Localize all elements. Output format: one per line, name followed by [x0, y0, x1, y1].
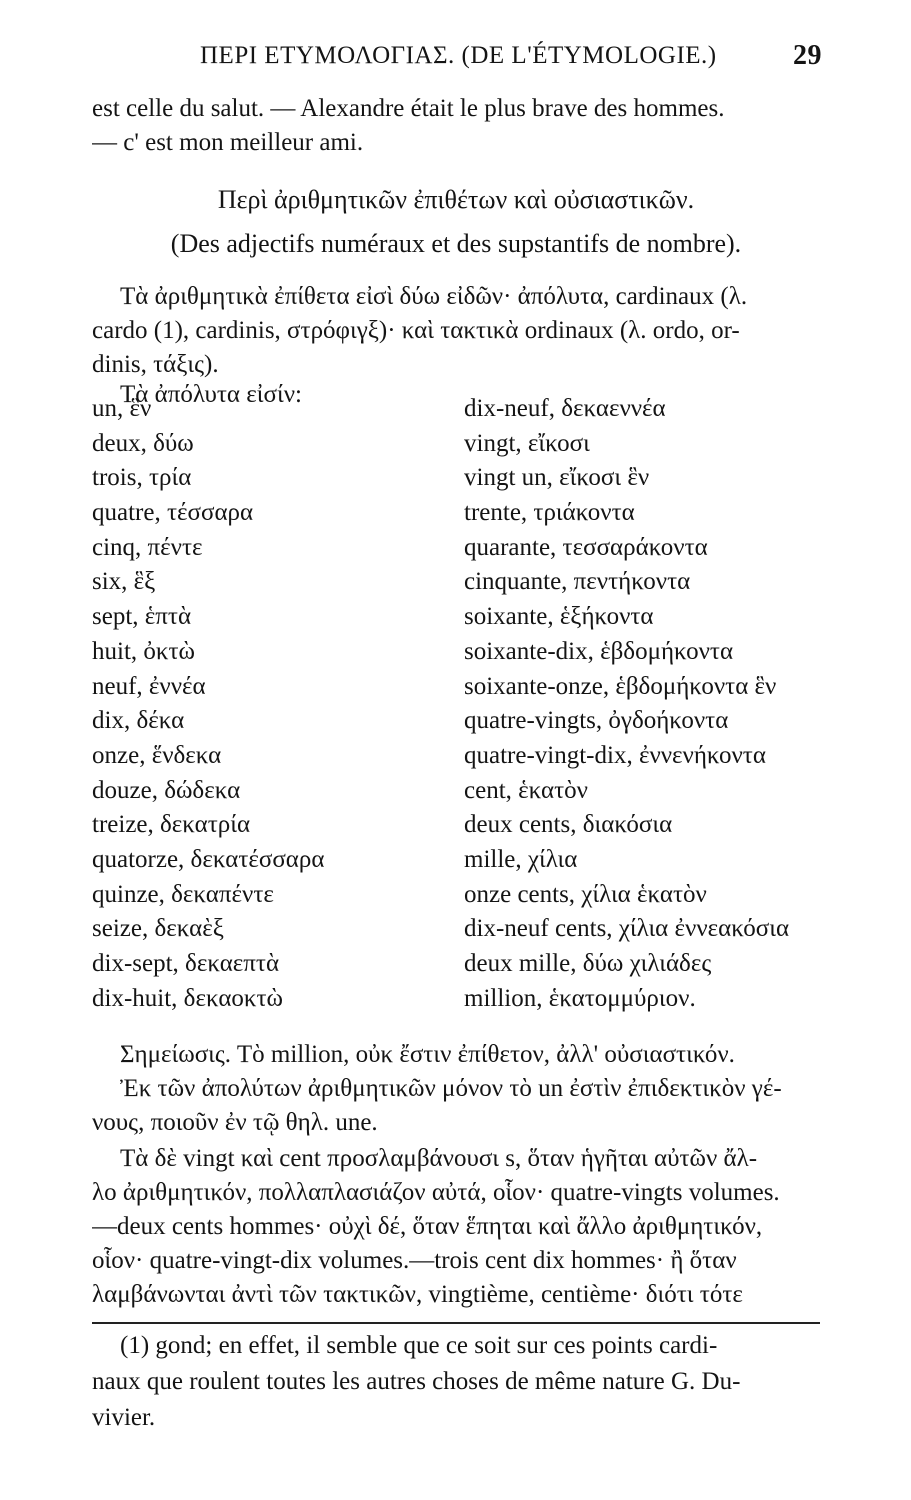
page-number: 29 — [793, 40, 822, 71]
number-row — [92, 670, 820, 705]
number-left: sept, ἑπτὰ — [92, 603, 192, 631]
section-heading — [92, 178, 820, 266]
footnote-line: (1) gond; en effet, il semble que ce soit sur ces points cardi- — [120, 1332, 718, 1359]
number-right: soixante-dix, ἑβδομήκοντα — [464, 637, 734, 665]
number-right: vingt un, εἴκοσι ἓν — [464, 464, 650, 492]
text-line: λο ἀριθμητικόν, πολλαπλασιάζον αὐτά, οἷον· quatre-vingts volumes. — [92, 1179, 780, 1206]
number-row — [92, 704, 820, 739]
number-right: quatre-vingts, ὀγδοήκοντα — [464, 707, 729, 735]
footnote-rule — [92, 1322, 820, 1324]
number-left: seize, δεκαὲξ — [92, 915, 224, 943]
number-left: neuf, ἐννέα — [92, 672, 206, 700]
number-right: soixante-onze, ἑβδομήκοντα ἓν — [464, 672, 777, 700]
number-right: deux mille, δύω χιλιάδες — [464, 950, 712, 977]
number-left: un, ἓν — [92, 395, 152, 422]
note-text: Σημείωσις. Τὸ million, οὐκ ἔστιν ἐπίθετον, ἀλλ' οὐσιαστικόν. — [120, 1041, 735, 1068]
number-row — [92, 808, 820, 843]
section-title-greek: Περὶ ἀριθμητικῶν ἐπιθέτων καὶ οὐσιαστικῶν. — [217, 185, 695, 214]
number-right: trente, τριάκοντα — [464, 499, 635, 527]
number-right: dix-neuf cents, χίλια ἐννεακόσια — [464, 915, 790, 943]
footnote — [92, 1328, 820, 1436]
section-title-french: (Des adjectifs numéraux et des supstantifs de nombre). — [170, 229, 742, 258]
text-line: λαμβάνωνται ἀντὶ τῶν τακτικῶν, vingtième, centième· διότι τότε — [92, 1281, 743, 1308]
number-right: cinquante, πεντήκοντα — [464, 568, 691, 596]
text-line: οἷον· quatre-vingt-dix volumes.—trois cent dix hommes· ἢ ὅταν — [92, 1247, 737, 1274]
footnote-line: vivier. — [92, 1404, 156, 1431]
number-row — [92, 843, 820, 878]
number-row — [92, 912, 820, 947]
text-line: νους, ποιοῦν ἐν τῷ θηλ. une. — [92, 1109, 378, 1136]
number-row — [92, 531, 820, 566]
number-row — [92, 565, 820, 600]
number-left: quatorze, δεκατέσσαρα — [92, 845, 325, 873]
text-line: — c' est mon meilleur ami. — [92, 129, 364, 156]
number-left: deux, δύω — [92, 429, 194, 457]
number-row — [92, 982, 820, 1017]
numbers-table — [92, 392, 820, 1016]
number-row — [92, 774, 820, 809]
number-left: douze, δώδεκα — [92, 776, 241, 804]
number-right: soixante, ἑξήκοντα — [464, 603, 654, 631]
number-row — [92, 878, 820, 913]
number-row — [92, 739, 820, 774]
number-left: cinq, πέντε — [92, 533, 203, 561]
number-left: dix-huit, δεκαοκτὼ — [92, 984, 284, 1012]
text-line: dinis, τάξις). — [92, 351, 219, 378]
text-line: Τὰ ἀριθμητικὰ ἐπίθετα εἰσὶ δύω εἰδῶν· ἀπόλυτα, cardinaux (λ. — [120, 283, 748, 310]
number-right: million, ἑκατομμύριον. — [464, 984, 696, 1012]
number-right: dix-neuf, δεκαεννέα — [464, 395, 666, 422]
footnote-line: naux que roulent toutes les autres choses de même nature G. Du- — [92, 1368, 741, 1395]
number-right: onze cents, χίλια ἑκατὸν — [464, 880, 707, 908]
number-right: mille, χίλια — [464, 845, 578, 873]
number-row — [92, 635, 820, 670]
number-row — [92, 461, 820, 496]
text-line: est celle du salut. — Alexandre était le plus brave des hommes. — [92, 95, 725, 122]
number-left: quatre, τέσσαρα — [92, 499, 254, 527]
number-row — [92, 496, 820, 531]
number-right: vingt, εἴκοσι — [464, 429, 590, 457]
list-heading: Τὰ ἀπόλυτα εἰσίν: — [120, 381, 302, 408]
text-line: cardo (1), cardinis, στρόφιγξ)· καὶ τακτικὰ ordinaux (λ. ordo, or- — [92, 317, 740, 344]
number-row — [92, 427, 820, 462]
paragraph-plural — [92, 1142, 820, 1312]
number-left: six, ἓξ — [92, 568, 156, 596]
running-title: ΠΕΡΙ ΕΤΥΜΟΛΟΓΙΑΣ. (DE L'ÉTYMOLOGIE.) — [200, 42, 717, 69]
number-row — [92, 392, 820, 427]
number-left: dix-sept, δεκαεπτὰ — [92, 950, 280, 977]
number-right: cent, ἑκατὸν — [464, 776, 588, 804]
paragraph-gender — [92, 1072, 820, 1140]
text-line: Τὰ δὲ vingt καὶ cent προσλαμβάνουσι s, ὅταν ἡγῆται αὐτῶν ἄλ- — [120, 1145, 758, 1172]
number-left: treize, δεκατρία — [92, 811, 251, 839]
running-header — [150, 42, 830, 82]
note-block — [92, 1038, 820, 1072]
number-left: huit, ὀκτὼ — [92, 637, 195, 665]
text-line: Ἐκ τῶν ἀπολύτων ἀριθμητικῶν μόνον τὸ un ἐστὶν ἐπιδεκτικὸν γέ- — [120, 1075, 782, 1102]
number-row — [92, 600, 820, 635]
number-left: quinze, δεκαπέντε — [92, 880, 274, 908]
number-left: trois, τρία — [92, 464, 192, 492]
intro-text — [92, 92, 820, 160]
number-left: onze, ἕνδεκα — [92, 741, 222, 769]
text-line: —deux cents hommes· οὐχὶ δέ, ὅταν ἕπηται καὶ ἄλλο ἀριθμητικόν, — [92, 1213, 763, 1240]
paragraph-intro — [92, 280, 820, 382]
number-right: quatre-vingt-dix, ἐννενήκοντα — [464, 741, 766, 769]
number-right: deux cents, διακόσια — [464, 811, 673, 839]
number-right: quarante, τεσσαράκοντα — [464, 533, 708, 561]
number-left: dix, δέκα — [92, 707, 185, 735]
number-row — [92, 947, 820, 982]
